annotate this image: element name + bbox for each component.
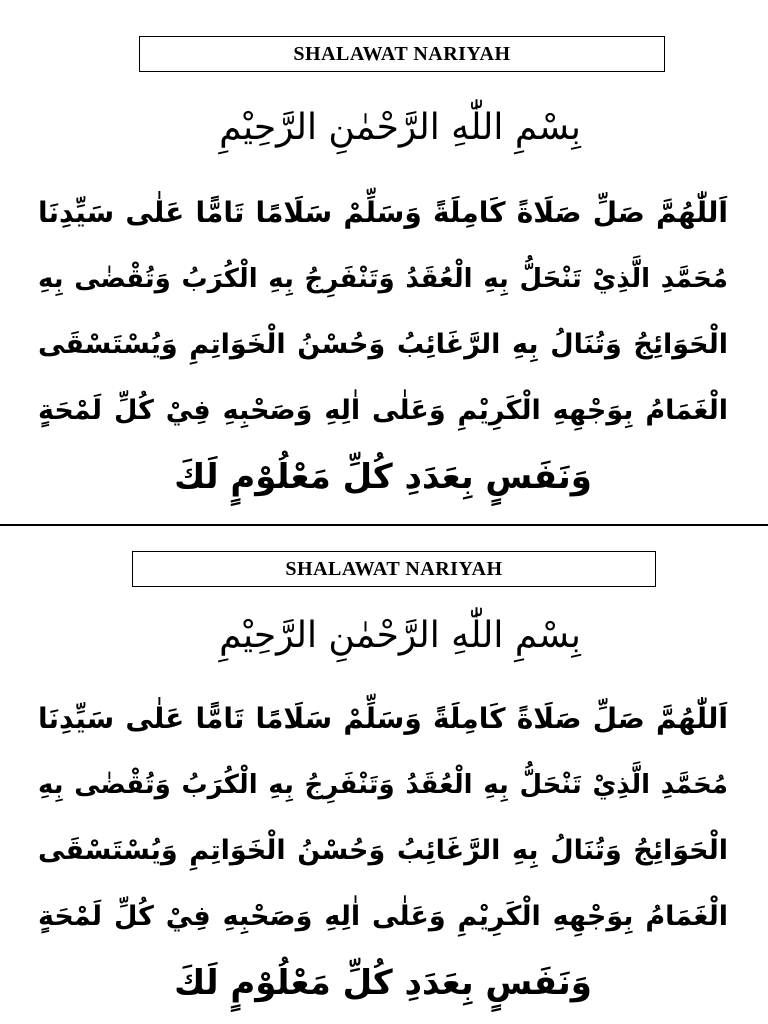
section-title: SHALAWAT NARIYAH (132, 551, 656, 587)
prayer-line: الْحَوَائِجُ وَتُنَالُ بِهِ الرَّغَائِبُ وَحُسْنُ الْخَوَاتِمِ وَيُسْتَسْقَى (38, 329, 728, 360)
prayer-line: وَنَفَسٍ بِعَدَدِ كُلِّ مَعْلُوْمٍ لَكَ (174, 963, 592, 1003)
prayer-line: مُحَمَّدِ الَّذِيْ تَنْحَلُّ بِهِ الْعُقَدُ وَتَنْفَرِجُ بِهِ الْكُرَبُ وَتُقْضٰى بِهِ (38, 264, 728, 294)
section-divider (0, 524, 768, 526)
prayer-line: اَللّٰهُمَّ صَلِّ صَلَاةً كَامِلَةً وَسَلِّمْ سَلَامًا تَامًّا عَلٰى سَيِّدِنَا (38, 702, 728, 735)
section-title: SHALAWAT NARIYAH (139, 36, 665, 72)
prayer-line: مُحَمَّدِ الَّذِيْ تَنْحَلُّ بِهِ الْعُقَدُ وَتَنْفَرِجُ بِهِ الْكُرَبُ وَتُقْضٰى بِهِ (38, 770, 728, 800)
basmala-text: بِسْمِ اللّٰهِ الرَّحْمٰنِ الرَّحِيْمِ (219, 107, 581, 148)
prayer-line: اَللّٰهُمَّ صَلِّ صَلَاةً كَامِلَةً وَسَلِّمْ سَلَامًا تَامًّا عَلٰى سَيِّدِنَا (38, 196, 728, 229)
prayer-line: الْحَوَائِجُ وَتُنَالُ بِهِ الرَّغَائِبُ وَحُسْنُ الْخَوَاتِمِ وَيُسْتَسْقَى (38, 835, 728, 866)
basmala-text: بِسْمِ اللّٰهِ الرَّحْمٰنِ الرَّحِيْمِ (219, 615, 581, 656)
prayer-text-block (38, 180, 728, 510)
prayer-text-block (38, 686, 728, 1016)
prayer-line: وَنَفَسٍ بِعَدَدِ كُلِّ مَعْلُوْمٍ لَكَ (174, 457, 592, 497)
prayer-line: الْغَمَامُ بِوَجْهِهِ الْكَرِيْمِ وَعَلٰى اٰلِهِ وَصَحْبِهِ فِيْ كُلِّ لَمْحَةٍ (38, 901, 728, 932)
prayer-line: الْغَمَامُ بِوَجْهِهِ الْكَرِيْمِ وَعَلٰى اٰلِهِ وَصَحْبِهِ فِيْ كُلِّ لَمْحَةٍ (38, 395, 728, 426)
